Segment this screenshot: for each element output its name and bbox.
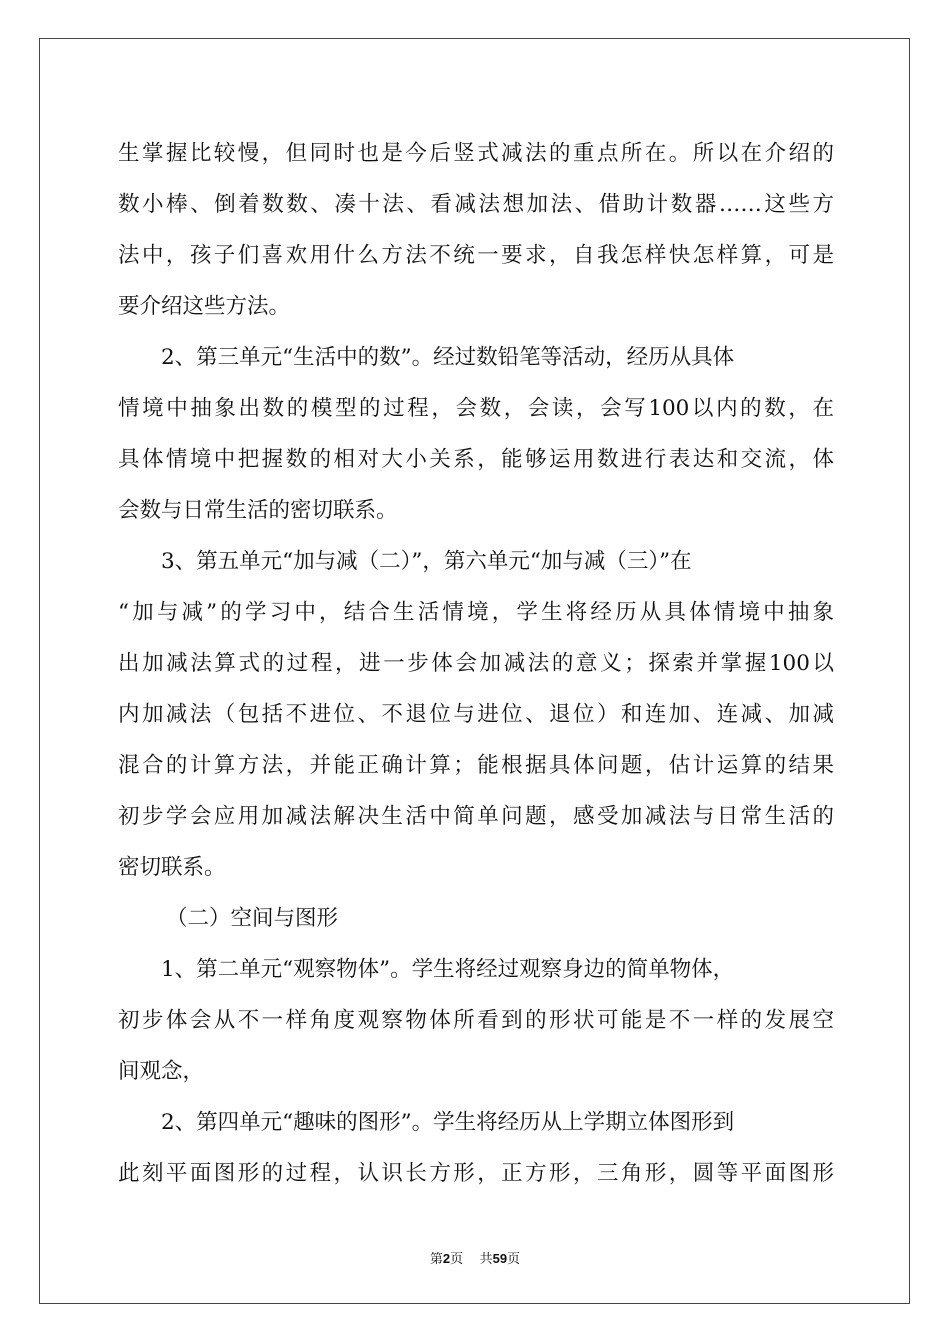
paragraph-line: 2、第四单元“趣味的图形”。学生将经历从上学期立体图形到	[161, 1110, 735, 1135]
paragraph-line: 初步体会从不一样角度观察物体所看到的形状可能是不一样的发展空	[118, 1008, 834, 1033]
footer-page-suffix: 页	[450, 1252, 464, 1267]
section-heading: （二）空间与图形	[166, 906, 339, 931]
paragraph-line: 3、第五单元“加与减（二）”，第六单元“加与减（三）”在	[161, 549, 692, 574]
document-body	[118, 128, 834, 1199]
paragraph-line: 情境中抽象出数的模型的过程，会数，会读，会写100以内的数，在	[118, 396, 834, 421]
paragraph-line: 内加减法（包括不进位、不退位与进位、退位）和连加、连减、加减	[118, 702, 834, 727]
paragraph-line: 数小棒、倒着数数、凑十法、看减法想加法、借助计数器……这些方	[118, 192, 834, 217]
paragraph-line: 具体情境中把握数的相对大小关系，能够运用数进行表达和交流，体	[118, 447, 834, 472]
paragraph-line: 1、第二单元“观察物体”。学生将经过观察身边的简单物体，	[161, 957, 735, 982]
footer-total-prefix: 共	[479, 1252, 493, 1267]
paragraph-line: 法中，孩子们喜欢用什么方法不统一要求，自我怎样快怎样算，可是	[118, 243, 834, 268]
page-footer	[0, 1248, 950, 1267]
paragraph-line: 此刻平面图形的过程，认识长方形，正方形，三角形，圆等平面图形	[118, 1161, 834, 1186]
paragraph-line: 2、第三单元“生活中的数”。经过数铅笔等活动，经历从具体	[161, 345, 735, 370]
paragraph-line: 出加减法算式的过程，进一步体会加减法的意义；探索并掌握100以	[118, 651, 834, 676]
footer-page-number: 2	[442, 1251, 451, 1266]
paragraph-line: 要介绍这些方法。	[118, 294, 291, 319]
paragraph-line: 混合的计算方法，并能正确计算；能根据具体问题，估计运算的结果	[118, 753, 834, 778]
paragraph-line: 生掌握比较慢，但同时也是今后竖式减法的重点所在。所以在介绍的	[118, 141, 834, 166]
paragraph-line: 初步学会应用加减法解决生活中简单问题，感受加减法与日常生活的	[118, 804, 834, 829]
paragraph-line: 间观念，	[118, 1059, 205, 1084]
paragraph-line: “加与减”的学习中，结合生活情境，学生将经历从具体情境中抽象	[118, 600, 834, 625]
footer-total-pages: 59	[492, 1251, 508, 1266]
footer-total-suffix: 页	[507, 1252, 521, 1267]
paragraph-line: 密切联系。	[118, 855, 226, 880]
footer-prefix: 第	[429, 1252, 443, 1267]
paragraph-line: 会数与日常生活的密切联系。	[118, 498, 398, 523]
